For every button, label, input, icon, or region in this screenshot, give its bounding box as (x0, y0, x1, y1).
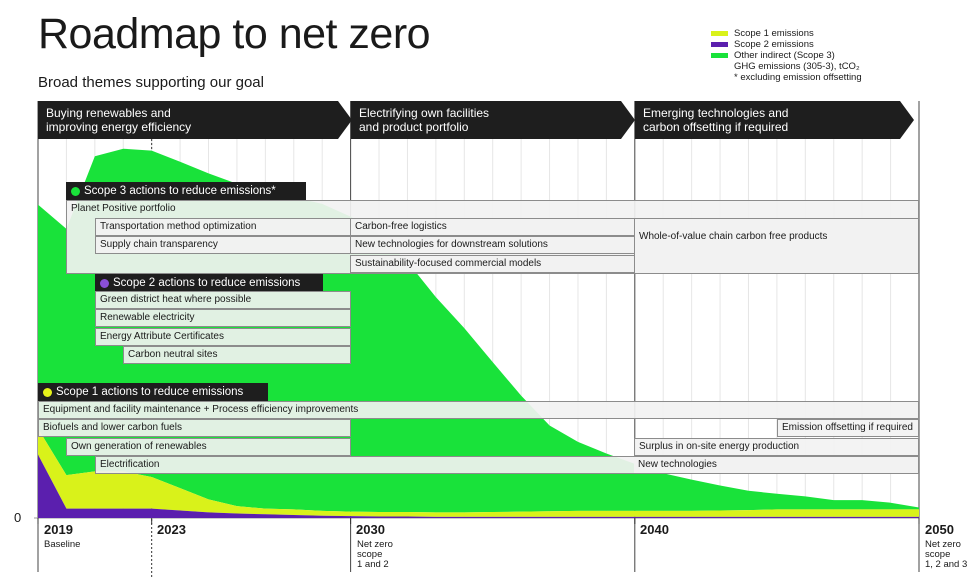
phase-3-line1: Emerging technologies and (643, 106, 789, 120)
phase-1-line2: improving energy efficiency (46, 120, 192, 134)
x-tick-2050-sub2: scope (925, 549, 951, 560)
x-tick-2030-sub1: Net zero (357, 539, 393, 550)
phase-2-line2: and product portfolio (359, 120, 469, 134)
scope3-group-header (66, 182, 306, 200)
x-tick-2019: 2019 (44, 522, 73, 537)
x-tick-2050-sub (925, 540, 967, 570)
action-sustainability-models (350, 255, 635, 273)
action-equipment-maintenance-label: Equipment and facility maintenance + Process efficiency improvements (43, 404, 359, 415)
phase-3-line2: carbon offsetting if required (643, 120, 789, 134)
scope2-group-label: Scope 2 actions to reduce emissions (113, 277, 301, 289)
action-carbon-free-logistics-label: Carbon-free logistics (355, 221, 447, 232)
legend-note: * excluding emission offsetting (734, 72, 862, 83)
scope1-group-header (38, 383, 268, 401)
action-transport-optimization (95, 218, 351, 236)
x-tick-2050: 2050 (925, 522, 954, 537)
scope2-group-header (95, 274, 323, 292)
action-carbon-free-logistics (350, 218, 635, 236)
legend-label-scope1: Scope 1 emissions (734, 28, 814, 39)
legend-label-scope2: Scope 2 emissions (734, 39, 814, 50)
scope1-group-label: Scope 1 actions to reduce emissions (56, 386, 244, 398)
scope3-dot-icon (71, 187, 80, 196)
x-tick-2040: 2040 (640, 522, 669, 537)
action-surplus-energy-label: Surplus in on-site energy production (639, 441, 800, 452)
x-tick-2030-sub3: 1 and 2 (357, 559, 389, 570)
phase-banner-1 (38, 101, 338, 139)
action-emission-offsetting (777, 419, 919, 437)
page-title: Roadmap to net zero (38, 10, 431, 58)
action-electrification-label: Electrification (100, 459, 160, 470)
x-tick-2030: 2030 (356, 522, 385, 537)
action-supply-chain-label: Supply chain transparency (100, 239, 218, 250)
action-green-district-heat (95, 291, 351, 309)
action-transport-optimization-label: Transportation method optimization (100, 221, 257, 232)
action-carbon-neutral-sites-label: Carbon neutral sites (128, 349, 218, 360)
phase-1-line1: Buying renewables and (46, 106, 171, 120)
action-equipment-maintenance (38, 401, 919, 419)
x-tick-2030-sub (357, 540, 393, 570)
action-downstream-technologies-label: New technologies for downstream solutions (355, 239, 548, 250)
page-subtitle: Broad themes supporting our goal (38, 74, 264, 91)
phase-banner-3 (635, 101, 900, 139)
legend-label-scope3: Other indirect (Scope 3) (734, 50, 835, 61)
action-sustainability-models-label: Sustainability-focused commercial models (355, 258, 542, 269)
scope2-dot-icon (100, 279, 109, 288)
action-supply-chain (95, 236, 351, 254)
y-axis-zero-label: 0 (14, 510, 22, 525)
action-energy-attribute-certificates (95, 328, 351, 346)
action-carbon-neutral-sites (123, 346, 351, 364)
action-green-district-heat-label: Green district heat where possible (100, 294, 252, 305)
action-whole-value-chain (634, 218, 919, 274)
action-renewable-electricity-label: Renewable electricity (100, 312, 195, 323)
action-new-technologies (634, 456, 919, 474)
x-tick-2050-sub1: Net zero (925, 539, 961, 550)
action-energy-attribute-certificates-label: Energy Attribute Certificates (100, 331, 224, 342)
phase-banner-2 (351, 101, 621, 139)
scope1-dot-icon (43, 388, 52, 397)
x-tick-2050-sub3: 1, 2 and 3 (925, 559, 968, 570)
action-biofuels (38, 419, 351, 437)
action-new-technologies-label: New technologies (638, 459, 717, 470)
action-renewable-electricity (95, 309, 351, 327)
action-downstream-technologies (350, 236, 635, 254)
action-biofuels-label: Biofuels and lower carbon fuels (43, 422, 182, 433)
action-planet-positive-label: Planet Positive portfolio (71, 203, 176, 214)
action-own-renewables-label: Own generation of renewables (71, 441, 207, 452)
action-own-renewables (66, 438, 351, 456)
phase-2-line1: Electrifying own facilities (359, 106, 490, 120)
action-whole-value-chain-label: Whole-of-value chain carbon free products (639, 231, 828, 242)
legend-label-scope3-unit: GHG emissions (305-3), tCO₂ (734, 61, 860, 72)
x-tick-2023: 2023 (157, 522, 186, 537)
action-surplus-energy (634, 438, 919, 456)
scope3-group-label: Scope 3 actions to reduce emissions* (84, 185, 276, 197)
x-tick-2030-sub2: scope (357, 549, 383, 560)
x-tick-2019-sub: Baseline (44, 539, 81, 550)
action-emission-offsetting-label: Emission offsetting if required (782, 422, 913, 433)
